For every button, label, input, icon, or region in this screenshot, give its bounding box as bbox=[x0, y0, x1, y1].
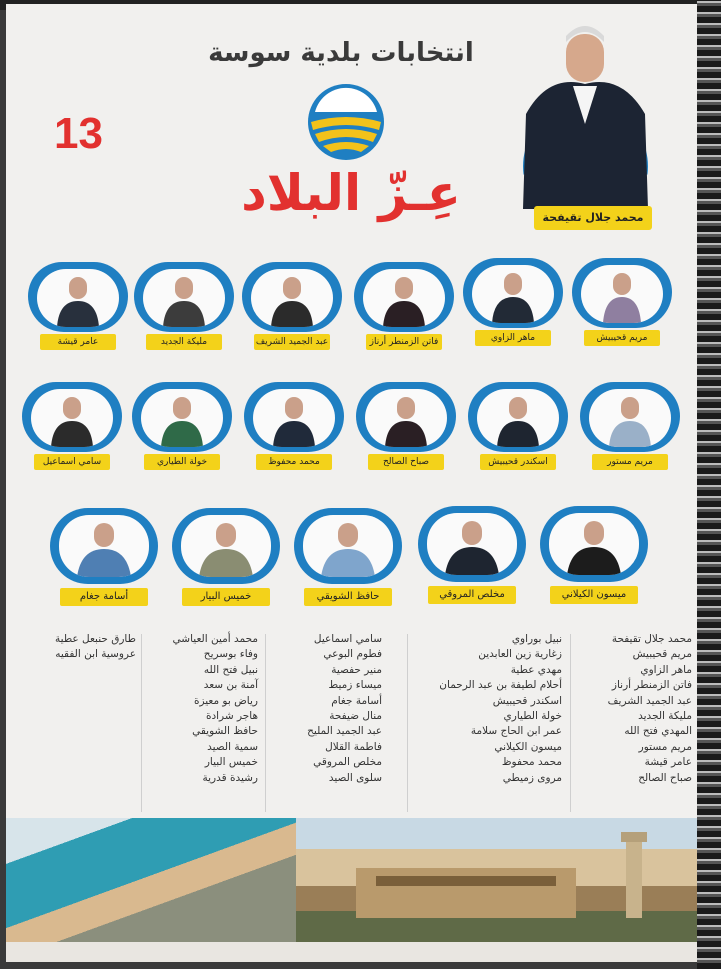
candidate-name: حافظ الشويقي bbox=[304, 588, 392, 606]
list-item: آمنة بن سعد bbox=[203, 679, 258, 692]
list-item: منير حفصية bbox=[331, 663, 382, 676]
list-item: فاطمة القلال bbox=[325, 740, 382, 753]
leader-photo bbox=[518, 14, 653, 209]
list-item: أحلام لطيفة بن عبد الرحمان bbox=[439, 679, 562, 692]
candidate-name: مليكة الجديد bbox=[146, 334, 222, 350]
candidate-name: مريم قحيبيش bbox=[584, 330, 660, 346]
list-item: سمية الصيد bbox=[207, 740, 258, 753]
list-item: صباح الصالح bbox=[638, 771, 692, 784]
list-item: حافظ الشويقي bbox=[192, 725, 258, 738]
list-item: مهدي عطية bbox=[510, 663, 562, 676]
candidate-name: فاتن الزمنطر أرناز bbox=[366, 334, 442, 350]
candidate-card bbox=[22, 382, 122, 470]
list-item: ماهر الزاوي bbox=[640, 663, 692, 676]
list-number: 13 bbox=[54, 109, 103, 158]
list-item: سامي اسماعيل bbox=[313, 633, 382, 645]
list-item: فاتن الزمنطر أرناز bbox=[611, 679, 692, 692]
list-item: محمد أمين العياشي bbox=[172, 633, 258, 645]
bottom-margin bbox=[6, 942, 698, 962]
list-item: عروسية ابن الفقيه bbox=[55, 648, 136, 661]
beach-photo bbox=[6, 818, 296, 942]
list-item: مخلص المروقي bbox=[313, 756, 382, 769]
list-item: خولة الطياري bbox=[503, 710, 562, 723]
candidate-card bbox=[134, 262, 234, 350]
candidate-name: مخلص المروقي bbox=[428, 586, 516, 604]
candidate-card bbox=[354, 262, 454, 350]
list-item: ميسون الكيلاني bbox=[494, 740, 562, 753]
list-item: عامر قيشة bbox=[644, 756, 692, 769]
list-item: منال ضيفحة bbox=[329, 710, 382, 723]
names-column-2 bbox=[412, 632, 562, 786]
list-item: مريم قحيبيش bbox=[632, 648, 692, 661]
list-item: عمر ابن الحاج سلامة bbox=[470, 725, 562, 738]
candidate-card bbox=[356, 382, 456, 470]
candidate-card bbox=[132, 382, 232, 470]
list-item: رياض بو معيزة bbox=[193, 694, 258, 707]
candidate-card bbox=[244, 382, 344, 470]
candidate-card bbox=[28, 262, 128, 350]
candidate-card bbox=[540, 506, 640, 600]
list-item: مروى زميطي bbox=[502, 771, 562, 784]
candidate-card bbox=[580, 382, 680, 470]
names-column-5 bbox=[18, 632, 136, 663]
list-item: نبيل فتح الله bbox=[203, 663, 258, 676]
candidate-card bbox=[572, 258, 672, 346]
list-item: طارق حنبعل عطية bbox=[55, 633, 136, 645]
torn-right-edge bbox=[697, 0, 721, 969]
names-column-3 bbox=[270, 632, 382, 786]
candidate-card bbox=[468, 382, 568, 470]
candidate-name: خميس البيار bbox=[182, 588, 270, 606]
candidate-name: سامي اسماعيل bbox=[34, 454, 110, 470]
list-item: عبد الجميد المليح bbox=[307, 725, 382, 738]
list-item: سلوى الصيد bbox=[328, 771, 382, 784]
list-item: نبيل بوراوي bbox=[511, 633, 562, 645]
medina-photo bbox=[296, 818, 698, 942]
list-item: هاجر شرادة bbox=[205, 710, 258, 723]
candidate-name: ماهر الزاوي bbox=[475, 330, 551, 346]
candidate-card bbox=[172, 508, 272, 602]
candidate-card bbox=[50, 508, 150, 602]
list-item: رشيدة قدرية bbox=[202, 771, 258, 784]
candidate-card bbox=[463, 258, 563, 346]
list-item: محمد محفوظ bbox=[501, 756, 562, 769]
list-item: ميساء زميط bbox=[328, 679, 382, 692]
names-column-4 bbox=[146, 632, 258, 786]
column-divider bbox=[407, 634, 408, 812]
candidate-name: خولة الطياري bbox=[144, 454, 220, 470]
candidate-name: مريم مستور bbox=[592, 454, 668, 470]
list-item: المهدي فتح الله bbox=[624, 725, 692, 738]
list-item: مليكة الجديد bbox=[638, 710, 692, 723]
list-item: مريم مستور bbox=[638, 740, 692, 753]
list-item: خميس البيار bbox=[204, 756, 258, 769]
list-item: محمد جلال تقيفحة bbox=[611, 633, 692, 645]
list-item: زغارية زين العابدين bbox=[478, 648, 562, 661]
list-item: فطوم البوعي bbox=[323, 648, 382, 661]
leader-name: محمد جلال تقيفحة bbox=[534, 206, 652, 230]
candidate-name: عامر قيشة bbox=[40, 334, 116, 350]
list-item: اسكندر قحيبيش bbox=[492, 694, 562, 707]
poster-title: انتخابات بلدية سوسة bbox=[208, 38, 474, 68]
column-divider bbox=[570, 634, 571, 812]
candidate-name: محمد محفوظ bbox=[256, 454, 332, 470]
candidate-card bbox=[418, 506, 518, 600]
candidate-card bbox=[294, 508, 394, 602]
candidate-name: أسامة جغام bbox=[60, 588, 148, 606]
list-item: أسامة جغام bbox=[331, 694, 382, 707]
column-divider bbox=[141, 634, 142, 812]
election-poster bbox=[6, 4, 698, 962]
list-item: عبد الجميد الشريف bbox=[607, 694, 692, 707]
column-divider bbox=[265, 634, 266, 812]
names-column-1 bbox=[574, 632, 692, 786]
candidate-card bbox=[242, 262, 342, 350]
candidate-name: اسكندر قحيبيش bbox=[480, 454, 556, 470]
party-name: عِـزّ البلاد bbox=[241, 164, 461, 222]
candidate-name: عبد الجميد الشريف bbox=[254, 334, 330, 350]
list-item: وفاء بوسريح bbox=[203, 648, 258, 661]
candidate-name: صباح الصالح bbox=[368, 454, 444, 470]
ribat-icon bbox=[296, 818, 698, 942]
city-photo-strip bbox=[6, 818, 698, 942]
candidate-name: ميسون الكيلاني bbox=[550, 586, 638, 604]
party-logo-icon bbox=[301, 82, 391, 162]
